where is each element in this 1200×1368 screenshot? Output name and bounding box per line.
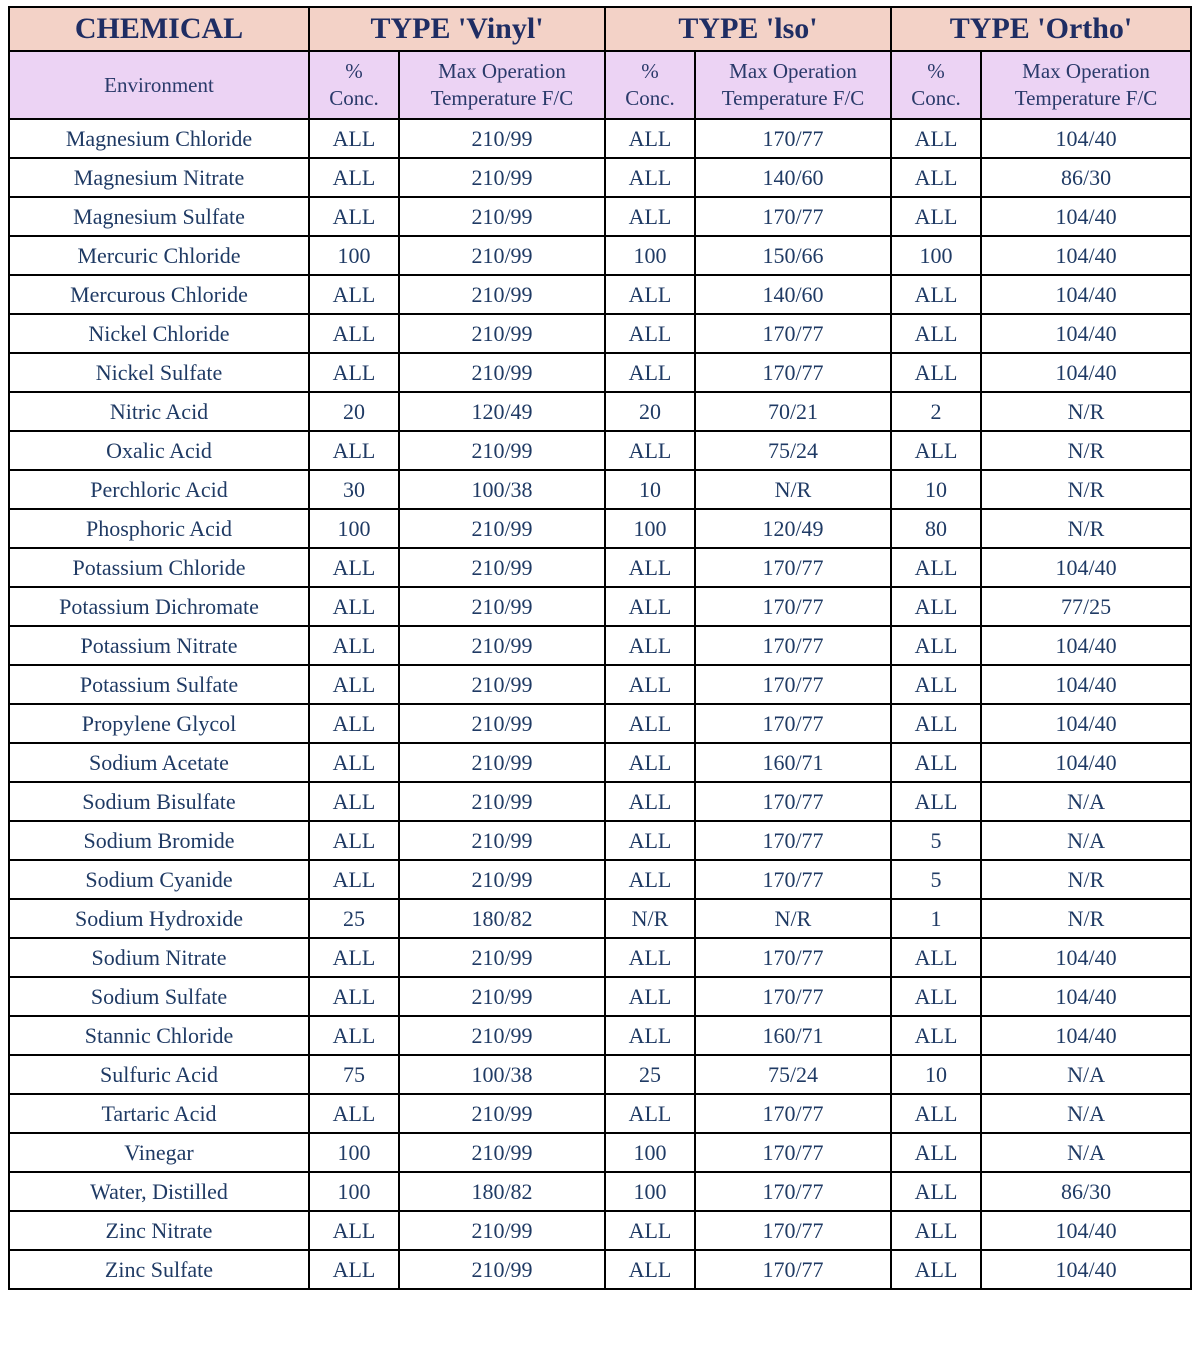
iso-conc-cell: ALL (605, 860, 695, 899)
ortho-conc-cell: ALL (891, 1172, 981, 1211)
iso-temp-cell: 170/77 (695, 314, 891, 353)
iso-temp-cell: N/R (695, 899, 891, 938)
environment-cell: Zinc Nitrate (9, 1211, 309, 1250)
ortho-conc-cell: ALL (891, 626, 981, 665)
iso-conc-cell: ALL (605, 821, 695, 860)
vinyl-conc-cell: 75 (309, 1055, 399, 1094)
vinyl-temp-cell: 210/99 (399, 860, 605, 899)
group-header-row (9, 7, 1191, 51)
table-row (9, 704, 1191, 743)
ortho-temp-cell: 104/40 (981, 353, 1191, 392)
table-row (9, 587, 1191, 626)
environment-cell: Water, Distilled (9, 1172, 309, 1211)
ortho-conc-cell: ALL (891, 158, 981, 197)
vinyl-conc-cell: ALL (309, 782, 399, 821)
iso-temp-cell: 170/77 (695, 587, 891, 626)
vinyl-conc-cell: ALL (309, 1250, 399, 1289)
vinyl-conc-cell: ALL (309, 860, 399, 899)
iso-temp-cell: 170/77 (695, 1094, 891, 1133)
iso-conc-cell: 25 (605, 1055, 695, 1094)
conc-word-label: Conc. (329, 86, 379, 110)
iso-temp-cell: 140/60 (695, 275, 891, 314)
vinyl-conc-cell: 30 (309, 470, 399, 509)
environment-cell: Magnesium Chloride (9, 119, 309, 158)
vinyl-conc-cell: ALL (309, 197, 399, 236)
environment-cell: Perchloric Acid (9, 470, 309, 509)
ortho-conc-cell: 80 (891, 509, 981, 548)
ortho-temp-cell: N/R (981, 431, 1191, 470)
environment-cell: Oxalic Acid (9, 431, 309, 470)
vinyl-conc-cell: ALL (309, 119, 399, 158)
ortho-temp-cell: N/R (981, 899, 1191, 938)
vinyl-conc-cell: ALL (309, 1211, 399, 1250)
iso-temp-cell: 170/77 (695, 1211, 891, 1250)
iso-temp-cell: 170/77 (695, 119, 891, 158)
ortho-conc-cell: ALL (891, 1211, 981, 1250)
table-row (9, 743, 1191, 782)
ortho-temp-cell: 104/40 (981, 977, 1191, 1016)
environment-cell: Sodium Bisulfate (9, 782, 309, 821)
iso-temp-cell: 160/71 (695, 743, 891, 782)
header-vinyl-temp (399, 51, 605, 119)
environment-cell: Sodium Cyanide (9, 860, 309, 899)
vinyl-conc-cell: ALL (309, 665, 399, 704)
table-row (9, 1133, 1191, 1172)
iso-conc-cell: N/R (605, 899, 695, 938)
environment-cell: Sodium Hydroxide (9, 899, 309, 938)
environment-cell: Mercurous Chloride (9, 275, 309, 314)
environment-cell: Vinegar (9, 1133, 309, 1172)
iso-conc-cell: ALL (605, 626, 695, 665)
environment-cell: Propylene Glycol (9, 704, 309, 743)
ortho-temp-cell: 104/40 (981, 197, 1191, 236)
vinyl-conc-cell: ALL (309, 587, 399, 626)
table-row (9, 275, 1191, 314)
table-row (9, 431, 1191, 470)
environment-cell: Sodium Acetate (9, 743, 309, 782)
iso-conc-cell: 100 (605, 1172, 695, 1211)
vinyl-temp-cell: 210/99 (399, 665, 605, 704)
iso-conc-cell: ALL (605, 1016, 695, 1055)
ortho-temp-cell: 104/40 (981, 275, 1191, 314)
ortho-conc-cell: 5 (891, 860, 981, 899)
vinyl-temp-cell: 210/99 (399, 587, 605, 626)
environment-cell: Sodium Nitrate (9, 938, 309, 977)
ortho-temp-cell: N/R (981, 509, 1191, 548)
conc-pct-label: % (345, 59, 363, 83)
vinyl-conc-cell: ALL (309, 431, 399, 470)
vinyl-temp-cell: 120/49 (399, 392, 605, 431)
ortho-conc-cell: ALL (891, 1133, 981, 1172)
iso-conc-cell: ALL (605, 1211, 695, 1250)
environment-cell: Zinc Sulfate (9, 1250, 309, 1289)
ortho-conc-cell: ALL (891, 548, 981, 587)
environment-cell: Sodium Bromide (9, 821, 309, 860)
temp-line2-label: Temperature F/C (430, 86, 574, 110)
vinyl-temp-cell: 210/99 (399, 431, 605, 470)
vinyl-conc-cell: 100 (309, 509, 399, 548)
ortho-conc-cell: ALL (891, 977, 981, 1016)
ortho-conc-cell: 5 (891, 821, 981, 860)
ortho-temp-cell: 104/40 (981, 236, 1191, 275)
iso-temp-cell: 70/21 (695, 392, 891, 431)
header-type-iso: TYPE 'lso' (605, 7, 891, 51)
conc-pct-label: % (927, 59, 945, 83)
iso-conc-cell: 10 (605, 470, 695, 509)
ortho-temp-cell: 104/40 (981, 938, 1191, 977)
header-ortho-temp (981, 51, 1191, 119)
iso-conc-cell: 100 (605, 236, 695, 275)
temp-line1-label: Max Operation (1022, 59, 1150, 83)
environment-cell: Nickel Sulfate (9, 353, 309, 392)
vinyl-temp-cell: 210/99 (399, 821, 605, 860)
header-type-ortho: TYPE 'Ortho' (891, 7, 1191, 51)
table-row (9, 470, 1191, 509)
ortho-temp-cell: 86/30 (981, 158, 1191, 197)
vinyl-temp-cell: 210/99 (399, 275, 605, 314)
table-row (9, 977, 1191, 1016)
iso-temp-cell: 170/77 (695, 1133, 891, 1172)
vinyl-temp-cell: 100/38 (399, 1055, 605, 1094)
vinyl-conc-cell: ALL (309, 314, 399, 353)
ortho-conc-cell: 1 (891, 899, 981, 938)
conc-word-label: Conc. (625, 86, 675, 110)
iso-conc-cell: ALL (605, 197, 695, 236)
ortho-conc-cell: ALL (891, 1016, 981, 1055)
table-row (9, 314, 1191, 353)
environment-cell: Magnesium Sulfate (9, 197, 309, 236)
iso-temp-cell: 160/71 (695, 1016, 891, 1055)
ortho-temp-cell: 104/40 (981, 1250, 1191, 1289)
environment-cell: Magnesium Nitrate (9, 158, 309, 197)
iso-temp-cell: 170/77 (695, 938, 891, 977)
iso-conc-cell: ALL (605, 1094, 695, 1133)
header-chemical: CHEMICAL (9, 7, 309, 51)
iso-conc-cell: ALL (605, 431, 695, 470)
ortho-conc-cell: ALL (891, 353, 981, 392)
vinyl-conc-cell: ALL (309, 1016, 399, 1055)
ortho-conc-cell: ALL (891, 665, 981, 704)
vinyl-conc-cell: ALL (309, 275, 399, 314)
iso-temp-cell: 170/77 (695, 977, 891, 1016)
vinyl-conc-cell: ALL (309, 821, 399, 860)
iso-conc-cell: ALL (605, 782, 695, 821)
vinyl-conc-cell: ALL (309, 548, 399, 587)
vinyl-conc-cell: ALL (309, 938, 399, 977)
environment-cell: Potassium Chloride (9, 548, 309, 587)
vinyl-temp-cell: 210/99 (399, 626, 605, 665)
iso-conc-cell: ALL (605, 548, 695, 587)
ortho-temp-cell: N/A (981, 1055, 1191, 1094)
ortho-conc-cell: ALL (891, 743, 981, 782)
iso-temp-cell: 170/77 (695, 626, 891, 665)
table-row (9, 782, 1191, 821)
conc-word-label: Conc. (911, 86, 961, 110)
ortho-temp-cell: 77/25 (981, 587, 1191, 626)
vinyl-temp-cell: 180/82 (399, 1172, 605, 1211)
ortho-temp-cell: N/A (981, 1133, 1191, 1172)
chemical-resistance-table (8, 6, 1192, 1290)
table-row (9, 197, 1191, 236)
iso-conc-cell: ALL (605, 1250, 695, 1289)
vinyl-conc-cell: ALL (309, 353, 399, 392)
table-row (9, 548, 1191, 587)
iso-conc-cell: ALL (605, 353, 695, 392)
iso-temp-cell: 150/66 (695, 236, 891, 275)
table-row (9, 236, 1191, 275)
table-row (9, 860, 1191, 899)
vinyl-temp-cell: 210/99 (399, 509, 605, 548)
vinyl-temp-cell: 210/99 (399, 353, 605, 392)
environment-cell: Potassium Nitrate (9, 626, 309, 665)
ortho-conc-cell: ALL (891, 587, 981, 626)
environment-cell: Tartaric Acid (9, 1094, 309, 1133)
vinyl-temp-cell: 210/99 (399, 743, 605, 782)
vinyl-conc-cell: ALL (309, 704, 399, 743)
vinyl-conc-cell: ALL (309, 1094, 399, 1133)
iso-temp-cell: 170/77 (695, 548, 891, 587)
ortho-conc-cell: ALL (891, 1250, 981, 1289)
table-row (9, 899, 1191, 938)
iso-conc-cell: 20 (605, 392, 695, 431)
header-vinyl-conc (309, 51, 399, 119)
ortho-temp-cell: 104/40 (981, 314, 1191, 353)
iso-conc-cell: ALL (605, 275, 695, 314)
header-iso-conc (605, 51, 695, 119)
table-row (9, 353, 1191, 392)
temp-line2-label: Temperature F/C (1014, 86, 1158, 110)
iso-conc-cell: ALL (605, 587, 695, 626)
table-row (9, 938, 1191, 977)
iso-temp-cell: 170/77 (695, 1250, 891, 1289)
ortho-temp-cell: 104/40 (981, 1211, 1191, 1250)
ortho-temp-cell: 104/40 (981, 119, 1191, 158)
vinyl-conc-cell: ALL (309, 626, 399, 665)
iso-temp-cell: 170/77 (695, 665, 891, 704)
iso-temp-cell: 170/77 (695, 782, 891, 821)
conc-pct-label: % (641, 59, 659, 83)
iso-conc-cell: ALL (605, 314, 695, 353)
ortho-conc-cell: ALL (891, 704, 981, 743)
ortho-temp-cell: 104/40 (981, 743, 1191, 782)
table-row (9, 1250, 1191, 1289)
ortho-temp-cell: N/A (981, 782, 1191, 821)
ortho-conc-cell: ALL (891, 782, 981, 821)
ortho-conc-cell: ALL (891, 314, 981, 353)
ortho-conc-cell: 2 (891, 392, 981, 431)
table-row (9, 1172, 1191, 1211)
vinyl-temp-cell: 210/99 (399, 197, 605, 236)
ortho-temp-cell: N/R (981, 470, 1191, 509)
iso-temp-cell: 120/49 (695, 509, 891, 548)
iso-conc-cell: ALL (605, 665, 695, 704)
vinyl-conc-cell: ALL (309, 977, 399, 1016)
iso-conc-cell: 100 (605, 509, 695, 548)
ortho-conc-cell: 100 (891, 236, 981, 275)
ortho-conc-cell: ALL (891, 275, 981, 314)
ortho-conc-cell: 10 (891, 1055, 981, 1094)
ortho-temp-cell: N/R (981, 392, 1191, 431)
vinyl-temp-cell: 210/99 (399, 1094, 605, 1133)
vinyl-temp-cell: 210/99 (399, 236, 605, 275)
vinyl-conc-cell: ALL (309, 158, 399, 197)
iso-temp-cell: 170/77 (695, 197, 891, 236)
iso-conc-cell: ALL (605, 743, 695, 782)
environment-cell: Potassium Dichromate (9, 587, 309, 626)
header-ortho-conc (891, 51, 981, 119)
environment-cell: Mercuric Chloride (9, 236, 309, 275)
ortho-temp-cell: 104/40 (981, 1016, 1191, 1055)
vinyl-conc-cell: 100 (309, 1172, 399, 1211)
table-body (9, 119, 1191, 1289)
environment-cell: Nickel Chloride (9, 314, 309, 353)
iso-conc-cell: ALL (605, 158, 695, 197)
vinyl-temp-cell: 210/99 (399, 119, 605, 158)
ortho-temp-cell: 104/40 (981, 626, 1191, 665)
ortho-conc-cell: ALL (891, 938, 981, 977)
vinyl-temp-cell: 210/99 (399, 938, 605, 977)
vinyl-conc-cell: 100 (309, 236, 399, 275)
ortho-temp-cell: 104/40 (981, 548, 1191, 587)
iso-conc-cell: ALL (605, 119, 695, 158)
header-environment: Environment (9, 51, 309, 119)
iso-conc-cell: 100 (605, 1133, 695, 1172)
temp-line1-label: Max Operation (729, 59, 857, 83)
ortho-conc-cell: ALL (891, 1094, 981, 1133)
ortho-temp-cell: 104/40 (981, 704, 1191, 743)
temp-line2-label: Temperature F/C (721, 86, 865, 110)
table-row (9, 158, 1191, 197)
table-row (9, 1094, 1191, 1133)
vinyl-temp-cell: 210/99 (399, 158, 605, 197)
iso-temp-cell: 170/77 (695, 821, 891, 860)
ortho-conc-cell: 10 (891, 470, 981, 509)
iso-conc-cell: ALL (605, 704, 695, 743)
table-row (9, 509, 1191, 548)
table-row (9, 1055, 1191, 1094)
vinyl-temp-cell: 210/99 (399, 1016, 605, 1055)
vinyl-conc-cell: 20 (309, 392, 399, 431)
vinyl-temp-cell: 210/99 (399, 704, 605, 743)
vinyl-temp-cell: 210/99 (399, 548, 605, 587)
vinyl-temp-cell: 210/99 (399, 1250, 605, 1289)
ortho-conc-cell: ALL (891, 431, 981, 470)
ortho-temp-cell: N/A (981, 821, 1191, 860)
environment-cell: Sulfuric Acid (9, 1055, 309, 1094)
ortho-conc-cell: ALL (891, 119, 981, 158)
iso-temp-cell: 75/24 (695, 1055, 891, 1094)
ortho-temp-cell: N/A (981, 1094, 1191, 1133)
environment-cell: Stannic Chloride (9, 1016, 309, 1055)
table-row (9, 1211, 1191, 1250)
ortho-temp-cell: N/R (981, 860, 1191, 899)
vinyl-temp-cell: 210/99 (399, 1211, 605, 1250)
sub-header-row (9, 51, 1191, 119)
vinyl-temp-cell: 210/99 (399, 314, 605, 353)
resistance-table-wrapper (8, 6, 1192, 1290)
vinyl-conc-cell: 100 (309, 1133, 399, 1172)
table-row (9, 665, 1191, 704)
environment-cell: Phosphoric Acid (9, 509, 309, 548)
table-row (9, 392, 1191, 431)
iso-temp-cell: 170/77 (695, 1172, 891, 1211)
iso-temp-cell: 75/24 (695, 431, 891, 470)
iso-temp-cell: 170/77 (695, 860, 891, 899)
environment-cell: Potassium Sulfate (9, 665, 309, 704)
vinyl-temp-cell: 210/99 (399, 782, 605, 821)
table-row (9, 626, 1191, 665)
iso-temp-cell: 140/60 (695, 158, 891, 197)
vinyl-temp-cell: 180/82 (399, 899, 605, 938)
table-row (9, 821, 1191, 860)
vinyl-temp-cell: 210/99 (399, 1133, 605, 1172)
vinyl-conc-cell: 25 (309, 899, 399, 938)
vinyl-temp-cell: 100/38 (399, 470, 605, 509)
ortho-temp-cell: 86/30 (981, 1172, 1191, 1211)
table-row (9, 119, 1191, 158)
table-row (9, 1016, 1191, 1055)
header-type-vinyl: TYPE 'Vinyl' (309, 7, 605, 51)
vinyl-conc-cell: ALL (309, 743, 399, 782)
iso-temp-cell: N/R (695, 470, 891, 509)
ortho-temp-cell: 104/40 (981, 665, 1191, 704)
environment-cell: Sodium Sulfate (9, 977, 309, 1016)
iso-temp-cell: 170/77 (695, 353, 891, 392)
ortho-conc-cell: ALL (891, 197, 981, 236)
iso-temp-cell: 170/77 (695, 704, 891, 743)
environment-cell: Nitric Acid (9, 392, 309, 431)
header-iso-temp (695, 51, 891, 119)
iso-conc-cell: ALL (605, 977, 695, 1016)
temp-line1-label: Max Operation (438, 59, 566, 83)
iso-conc-cell: ALL (605, 938, 695, 977)
vinyl-temp-cell: 210/99 (399, 977, 605, 1016)
